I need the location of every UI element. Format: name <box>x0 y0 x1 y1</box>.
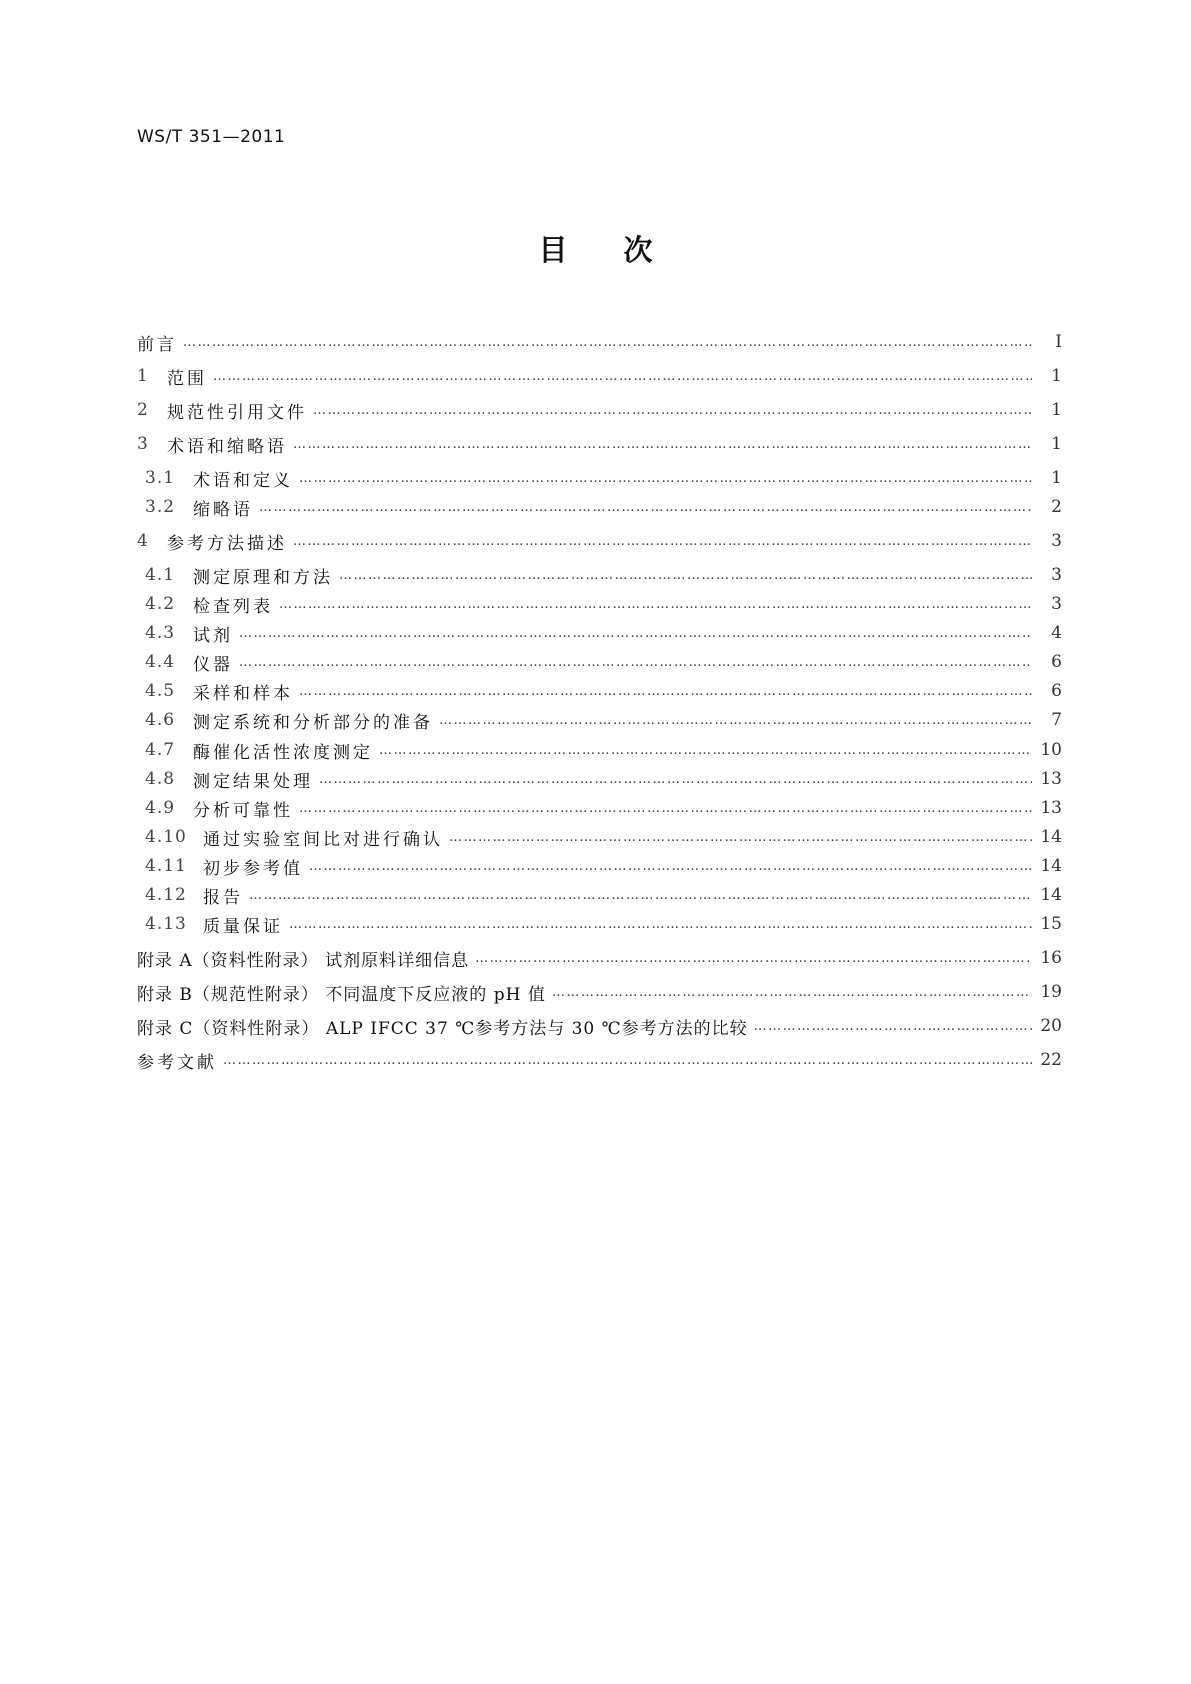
toc-entry-label: 参考方法描述 <box>167 533 287 554</box>
toc-entry-4-11[interactable] <box>145 853 1062 879</box>
toc-dot-leader <box>279 597 1032 612</box>
toc-entry-label: 分析可靠性 <box>193 800 293 821</box>
toc-entry-label: 前言 <box>137 334 177 355</box>
toc-entry-appendix-c[interactable] <box>137 1013 1062 1039</box>
toc-entry-number: 4.3 <box>145 623 176 643</box>
toc-dot-leader <box>213 369 1032 384</box>
toc-entry-number: 4.9 <box>145 798 176 818</box>
toc-dot-leader <box>449 830 1032 845</box>
toc-dot-leader <box>183 335 1032 350</box>
toc-entry-number: 4.6 <box>145 710 176 730</box>
toc-dot-leader <box>259 500 1032 515</box>
toc-entry-page: 3 <box>1051 531 1062 551</box>
toc-entry-label: 检查列表 <box>193 596 273 617</box>
toc-entry-number: 4.8 <box>145 769 176 789</box>
toc-entry-page: 6 <box>1051 681 1062 701</box>
toc-entry-number: 4.4 <box>145 652 176 672</box>
toc-entry-number: 4.7 <box>145 740 176 760</box>
toc-entry-4-3[interactable] <box>145 620 1062 646</box>
toc-dot-leader <box>319 772 1032 787</box>
toc-entry-4-9[interactable] <box>145 795 1062 821</box>
toc-dot-leader <box>299 801 1032 816</box>
toc-entry-page: 22 <box>1040 1050 1062 1070</box>
toc-entry-page: 2 <box>1051 497 1062 517</box>
toc-entry-number: 4.1 <box>145 565 176 585</box>
toc-entry-2[interactable] <box>137 397 1062 423</box>
toc-entry-label: 缩略语 <box>193 499 253 520</box>
toc-entry-page: 15 <box>1040 914 1062 934</box>
toc-dot-leader <box>313 403 1032 418</box>
toc-entry-label: 附录 A（资料性附录） 试剂原料详细信息 <box>137 950 470 971</box>
toc-entry-4-2[interactable] <box>145 591 1062 617</box>
toc-dot-leader <box>239 655 1032 670</box>
toc-entry-page: 13 <box>1040 769 1062 789</box>
toc-entry-page: 19 <box>1040 982 1062 1002</box>
toc-entry-label: 质量保证 <box>203 916 283 937</box>
toc-entry-number: 4.13 <box>145 914 187 934</box>
toc-entry-label: 术语和缩略语 <box>167 436 287 457</box>
toc-entry-number: 4.2 <box>145 594 176 614</box>
toc-entry-page: Ⅰ <box>1055 332 1062 352</box>
toc-entry-foreword[interactable] <box>137 329 1062 355</box>
toc-entry-page: 1 <box>1051 468 1062 488</box>
toc-entry-label: 术语和定义 <box>193 470 293 491</box>
toc-entry-page: 1 <box>1051 366 1062 386</box>
toc-entry-4-12[interactable] <box>145 882 1062 908</box>
toc-entry-page: 16 <box>1040 948 1062 968</box>
toc-entry-label: 初步参考值 <box>203 858 303 879</box>
toc-entry-4-5[interactable] <box>145 678 1062 704</box>
toc-entry-label: 测定结果处理 <box>193 771 313 792</box>
toc-entry-number: 4.10 <box>145 827 187 847</box>
toc-dot-leader <box>309 859 1032 874</box>
page-title: 目次 <box>538 233 709 267</box>
toc-entry-label: 规范性引用文件 <box>167 402 307 423</box>
toc-entry-page: 3 <box>1051 565 1062 585</box>
toc-entry-label: 试剂 <box>193 625 233 646</box>
toc-entry-3-2[interactable] <box>145 494 1062 520</box>
toc-entry-3-1[interactable] <box>145 465 1062 491</box>
toc-entry-number: 4.5 <box>145 681 176 701</box>
toc-entry-3[interactable] <box>137 431 1062 457</box>
toc-entry-label: 仪器 <box>193 654 233 675</box>
toc-entry-4-1[interactable] <box>145 562 1062 588</box>
toc-entry-page: 10 <box>1040 740 1062 760</box>
toc-entry-label: 参考文献 <box>137 1052 217 1073</box>
toc-entry-4-10[interactable] <box>145 824 1062 850</box>
standard-code: WS/T 351—2011 <box>137 127 286 147</box>
toc-entry-number: 4 <box>137 531 149 551</box>
toc-dot-leader <box>293 534 1032 549</box>
toc-entry-label: 采样和样本 <box>193 683 293 704</box>
toc-entry-label: 附录 C（资料性附录） ALP IFCC 37 ℃参考方法与 30 ℃参考方法的比较 <box>137 1018 748 1039</box>
toc-dot-leader <box>439 713 1032 728</box>
toc-entry-number: 3 <box>137 434 149 454</box>
toc-entry-references[interactable] <box>137 1047 1062 1073</box>
toc-dot-leader <box>339 568 1032 583</box>
toc-entry-4-4[interactable] <box>145 649 1062 675</box>
toc-dot-leader <box>379 743 1032 758</box>
toc-entry-number: 4.11 <box>145 856 187 876</box>
toc-entry-page: 1 <box>1051 400 1062 420</box>
toc-entry-label: 测定系统和分析部分的准备 <box>193 712 433 733</box>
toc-entry-page: 14 <box>1040 885 1062 905</box>
toc-entry-4-13[interactable] <box>145 911 1062 937</box>
toc-entry-page: 14 <box>1040 856 1062 876</box>
toc-dot-leader <box>299 471 1032 486</box>
toc-dot-leader <box>475 951 1032 966</box>
toc-entry-page: 3 <box>1051 594 1062 614</box>
toc-entry-page: 20 <box>1040 1016 1062 1036</box>
toc-entry-page: 1 <box>1051 434 1062 454</box>
toc-dot-leader <box>754 1019 1032 1034</box>
toc-entry-4-8[interactable] <box>145 766 1062 792</box>
toc-entry-label: 附录 B（规范性附录） 不同温度下反应液的 pH 值 <box>137 984 546 1005</box>
toc-entry-number: 2 <box>137 400 149 420</box>
toc-entry-4-6[interactable] <box>145 707 1062 733</box>
toc-entry-label: 报告 <box>203 887 243 908</box>
toc-entry-1[interactable] <box>137 363 1062 389</box>
toc-entry-appendix-b[interactable] <box>137 979 1062 1005</box>
toc-dot-leader <box>299 684 1032 699</box>
toc-dot-leader <box>223 1053 1032 1068</box>
toc-dot-leader <box>552 985 1032 1000</box>
toc-entry-number: 4.12 <box>145 885 187 905</box>
toc-entry-page: 4 <box>1051 623 1062 643</box>
toc-entry-4-7[interactable] <box>145 737 1062 763</box>
toc-dot-leader <box>239 626 1032 641</box>
toc-entry-label: 通过实验室间比对进行确认 <box>203 829 443 850</box>
toc-entry-page: 6 <box>1051 652 1062 672</box>
toc-entry-number: 1 <box>137 366 149 386</box>
toc-dot-leader <box>293 437 1032 452</box>
toc-entry-label: 范围 <box>167 368 207 389</box>
toc-entry-page: 7 <box>1051 710 1062 730</box>
toc-entry-label: 酶催化活性浓度测定 <box>193 742 373 763</box>
toc-entry-appendix-a[interactable] <box>137 945 1062 971</box>
toc-entry-4[interactable] <box>137 528 1062 554</box>
toc-dot-leader <box>249 888 1032 903</box>
toc-entry-page: 13 <box>1040 798 1062 818</box>
toc-entry-page: 14 <box>1040 827 1062 847</box>
toc-entry-label: 测定原理和方法 <box>193 567 333 588</box>
toc-entry-number: 3.2 <box>145 497 176 517</box>
toc-dot-leader <box>289 917 1032 932</box>
toc-entry-number: 3.1 <box>145 468 176 488</box>
